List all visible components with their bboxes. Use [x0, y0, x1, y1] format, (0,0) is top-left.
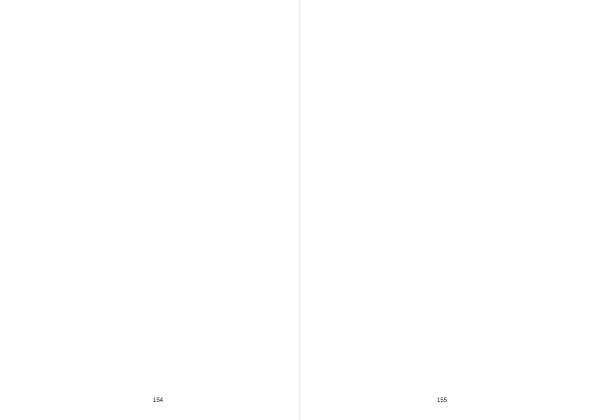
right-page: [300, 0, 600, 420]
left-page-text: [42, 30, 274, 386]
left-page-number: 154: [152, 398, 163, 404]
right-page-number: 155: [436, 398, 447, 404]
right-page-text: [326, 30, 558, 386]
